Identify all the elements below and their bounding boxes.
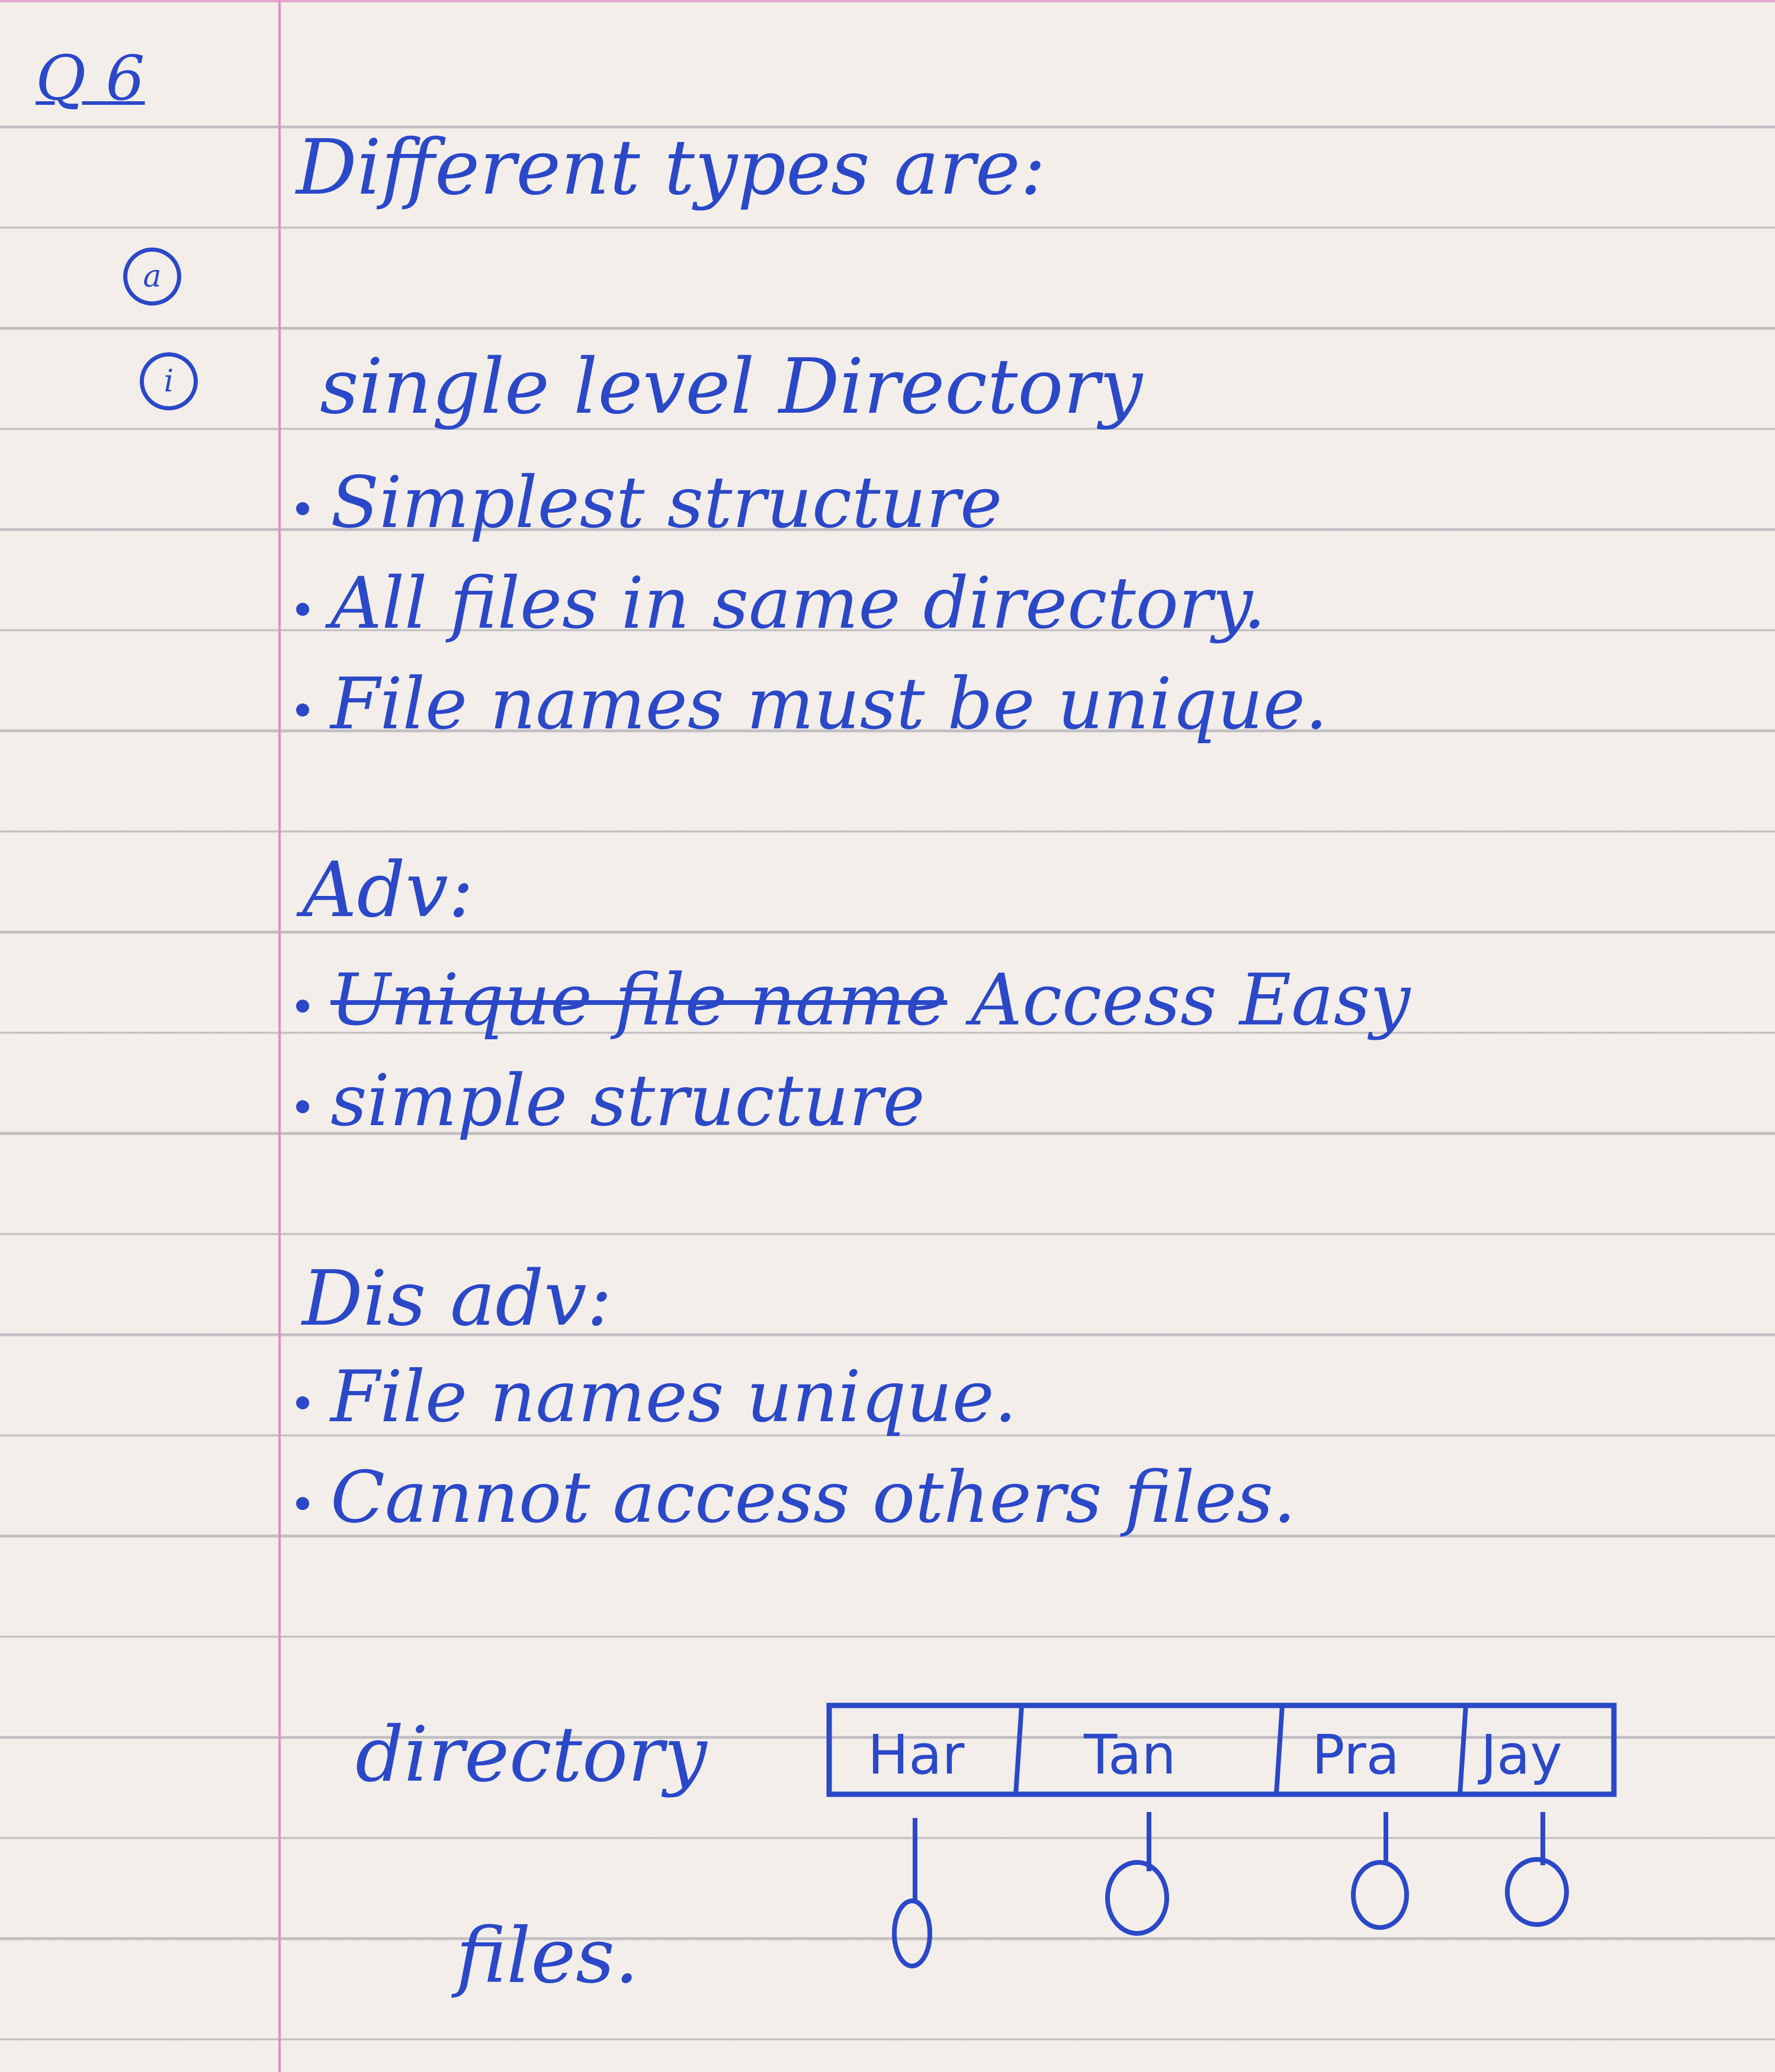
cell-tan: Tan <box>1084 1723 1176 1787</box>
adv-struck-text: Unique file name <box>330 959 948 1042</box>
marker-a: a <box>123 248 181 306</box>
adv-title: Adv: <box>302 846 474 934</box>
point-1-text: Simplest structure <box>330 462 1003 544</box>
disadv-point-2-text: Cannot access others files. <box>330 1457 1296 1539</box>
directory-label: directory <box>355 1711 707 1799</box>
file-node <box>894 1901 930 1966</box>
cell-divider <box>1460 1705 1466 1794</box>
files-label: files. <box>456 1912 639 2000</box>
heading: Different types are: <box>296 124 1046 212</box>
point-2-text: All files in same directory. <box>330 563 1266 645</box>
point-3-text: File names must be unique. <box>330 663 1328 746</box>
adv-point-1-text: Access Easy <box>971 959 1411 1042</box>
cell-har: Har <box>868 1723 965 1787</box>
cell-pra: Pra <box>1312 1723 1400 1787</box>
cell-divider <box>1276 1705 1282 1794</box>
disadv-point-1-text: File names unique. <box>330 1356 1017 1438</box>
cell-divider <box>1016 1705 1022 1794</box>
marker-i: i <box>140 352 198 410</box>
file-node <box>1507 1859 1567 1925</box>
file-node <box>1353 1862 1407 1928</box>
question-number: Q 6 <box>36 42 145 114</box>
disadv-title: Dis adv: <box>302 1255 612 1343</box>
cell-jay: Jay <box>1481 1723 1562 1787</box>
section-title: single level Directory <box>320 343 1142 431</box>
file-node <box>1108 1862 1167 1933</box>
adv-point-2-text: simple structure <box>330 1060 925 1142</box>
